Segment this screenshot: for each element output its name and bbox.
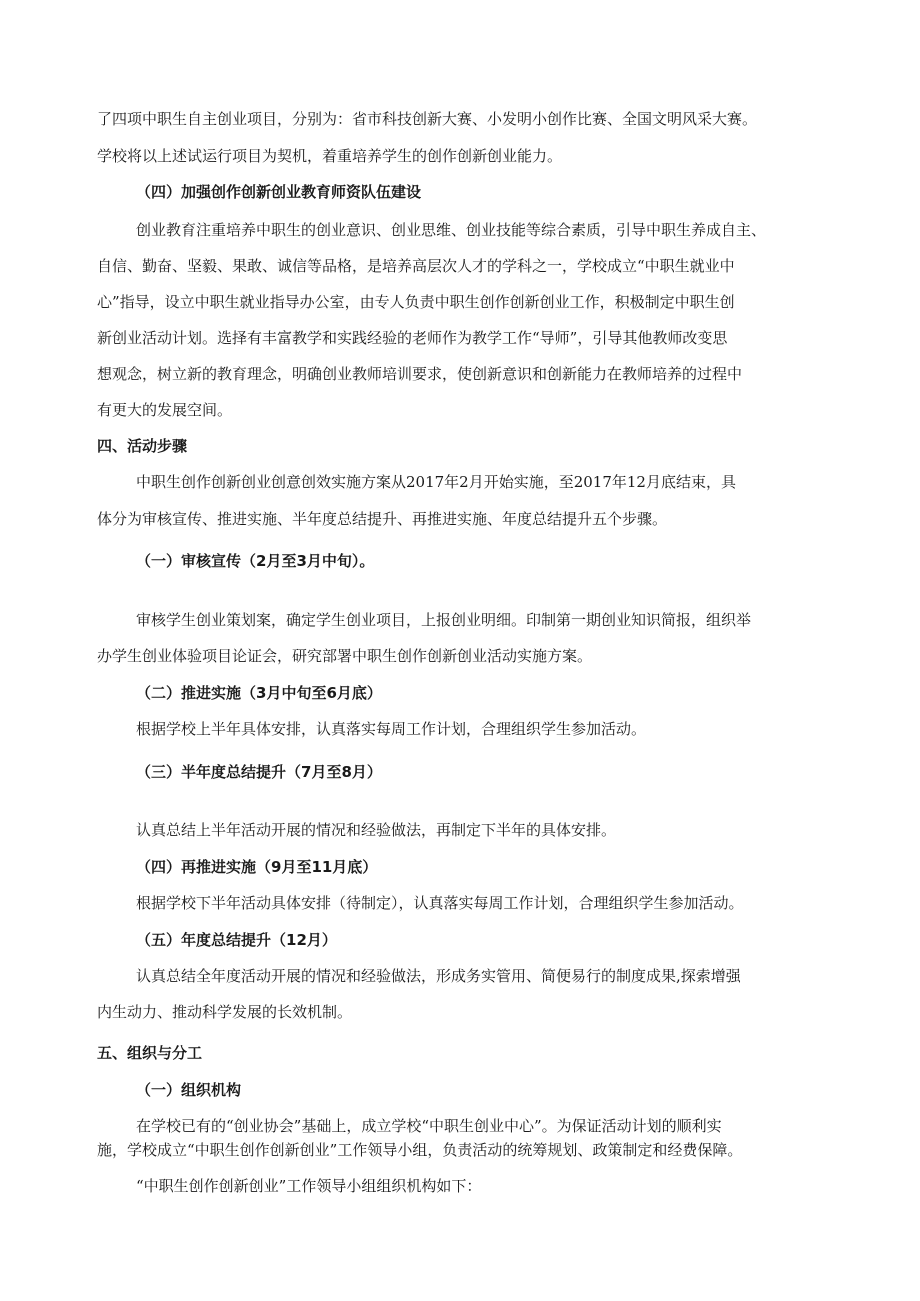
paragraph-line: 认真总结全年度活动开展的情况和经验做法，形成务实管用、简便易行的制度成果,探索增强 (136, 967, 741, 985)
heading-step-5: （五）年度总结提升（12月） (136, 931, 337, 949)
intro-line-2: 学校将以上述试运行项目为契机，着重培养学生的创作创新创业能力。 (97, 147, 563, 165)
heading-organization: 五、组织与分工 (97, 1044, 203, 1062)
paragraph-line: 根据学校下半年活动具体安排（待制定），认真落实每周工作计划，合理组织学生参加活动。 (136, 894, 744, 912)
heading-step-3: （三）半年度总结提升（7月至8月） (136, 763, 382, 781)
paragraph-line: 自信、勤奋、坚毅、果敢、诚信等品格，是培养高层次人才的学科之一，学校成立“中职生就业中 (97, 257, 735, 275)
paragraph-line: 心”指导，设立中职生就业指导办公室，由专人负责中职生创作创新创业工作，积极制定中职生创 (97, 293, 735, 311)
paragraph-line: 根据学校上半年具体安排，认真落实每周工作计划，合理组织学生参加活动。 (136, 720, 647, 738)
paragraph-line: 有更大的发展空间。 (97, 401, 233, 419)
paragraph-line: 办学生创业体验项目论证会，研究部署中职生创作创新创业活动实施方案。 (97, 647, 593, 665)
paragraph-line: 想观念，树立新的教育理念，明确创业教师培训要求，使创新意识和创新能力在教师培养的过程中 (97, 365, 743, 383)
paragraph-line: “中职生创作创新创业”工作领导小组组织机构如下： (136, 1177, 482, 1195)
heading-org-structure: （一）组织机构 (136, 1081, 242, 1099)
paragraph-line: 内生动力、推动科学发展的长效机制。 (97, 1003, 353, 1021)
heading-step-4: （四）再推进实施（9月至11月底） (136, 858, 378, 876)
paragraph-line: 施，学校成立“中职生创作创新创业”工作领导小组，负责活动的统筹规划、政策制定和经费保障。 (97, 1141, 743, 1159)
paragraph-line: 创业教育注重培养中职生的创业意识、创业思维、创业技能等综合素质，引导中职生养成自主、 (136, 221, 767, 239)
paragraph-line: 认真总结上半年活动开展的情况和经验做法，再制定下半年的具体安排。 (136, 821, 617, 839)
paragraph-line: 新创业活动计划。选择有丰富教学和实践经验的老师作为教学工作“导师”，引导其他教师改变思 (97, 329, 728, 347)
heading-step-2: （二）推进实施（3月中旬至6月底） (136, 684, 382, 702)
heading-step-1: （一）审核宣传（2月至3月中旬）。 (136, 552, 375, 570)
intro-line-1: 了四项中职生自主创业项目，分别为：省市科技创新大赛、小发明小创作比赛、全国文明风采大赛。 (97, 110, 758, 128)
heading-activity-steps: 四、活动步骤 (97, 437, 188, 455)
heading-teacher-team: （四）加强创作创新创业教育师资队伍建设 (136, 183, 422, 201)
paragraph-line: 体分为审核宣传、推进实施、半年度总结提升、再推进实施、年度总结提升五个步骤。 (97, 510, 668, 528)
paragraph-line: 在学校已有的“创业协会”基础上，成立学校“中职生创业中心”。为保证活动计划的顺利实 (136, 1117, 722, 1135)
paragraph-line: 中职生创作创新创业创意创效实施方案从2017年2月开始实施，至2017年12月底结束，具 (136, 473, 736, 491)
paragraph-line: 审核学生创业策划案，确定学生创业项目，上报创业明细。印制第一期创业知识简报，组织举 (136, 611, 752, 629)
